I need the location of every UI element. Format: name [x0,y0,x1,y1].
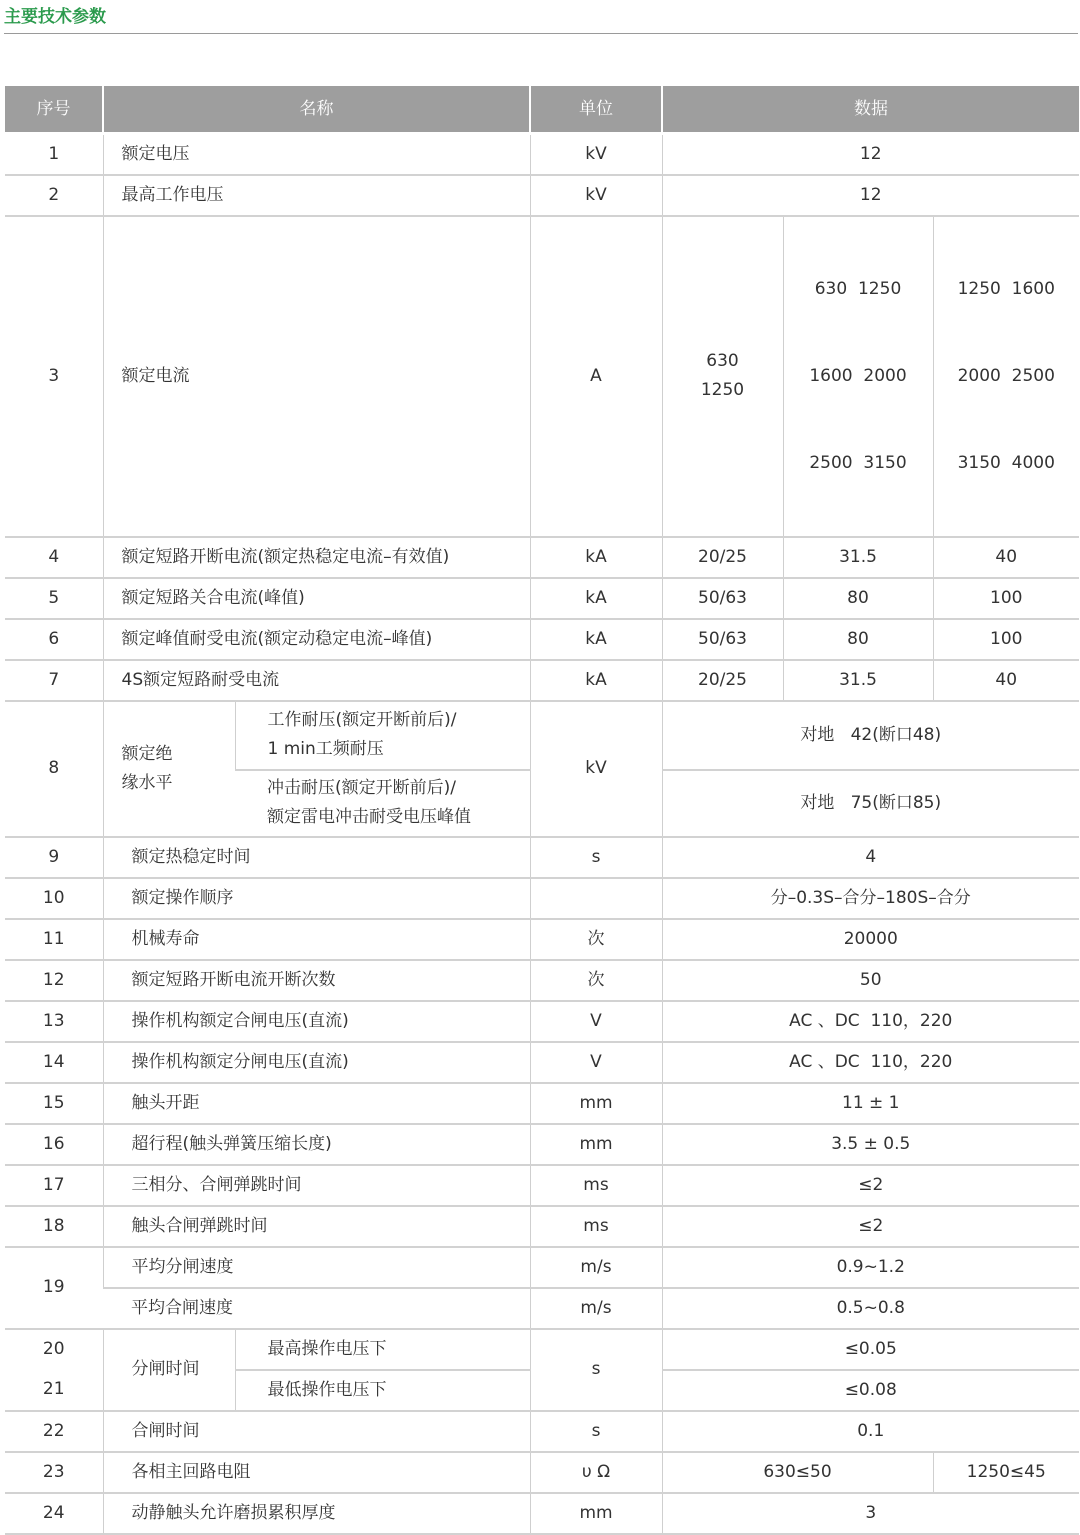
table-row [5,660,1079,701]
row-value: 分–0.3S–合分–180S–合分 [662,878,1079,919]
row-subname-line: 额定雷电冲击耐受电压峰值 [267,807,471,827]
row-value: AC 、DC 110，220 [662,1042,1079,1083]
row-name: 触头开距 [103,1083,530,1124]
row-name: 额定峰值耐受电流(额定动稳定电流–峰值) [103,619,530,660]
row-subname-line: 1 min工频耐压 [267,739,384,759]
row-name: 各相主回路电阻 [103,1452,530,1493]
row-value: 80 [783,619,933,660]
row-value: 100 [933,619,1079,660]
row-name: 平均合闸速度 [103,1288,530,1329]
row-name: 三相分、合闸弹跳时间 [103,1165,530,1206]
row-no: 13 [5,1001,103,1042]
row-no: 16 [5,1124,103,1165]
row-name: 触头合闸弹跳时间 [103,1206,530,1247]
row-value: 40 [933,660,1079,701]
row-no: 14 [5,1042,103,1083]
row-unit: kA [530,578,662,619]
row-value: 0.1 [662,1411,1079,1452]
row-unit: υ Ω [530,1452,662,1493]
row-value: 50 [662,960,1079,1001]
row-no: 23 [5,1452,103,1493]
row-name: 额定电压 [103,134,530,175]
row-value: 20/25 [662,660,783,701]
table-row [5,1083,1079,1124]
row-no: 20 [42,1339,65,1359]
row-unit: kV [530,701,662,837]
table-row [5,578,1079,619]
row-value: 12 [662,175,1079,216]
row-value-group-1 [662,216,783,537]
row-no: 17 [5,1165,103,1206]
row-unit: mm [530,1083,662,1124]
row-name-line: 缘水平 [121,772,173,793]
row-name: 操作机构额定分闸电压(直流) [103,1042,530,1083]
row-name: 额定短路关合电流(峰值) [103,578,530,619]
row-value: 20000 [662,919,1079,960]
row-no: 15 [5,1083,103,1124]
row-value: 对地 42(断口48) [662,701,1079,770]
row-subname-line: 冲击耐压(额定开断前后)/ [267,778,456,798]
spec-table [5,86,1079,1535]
row-name-line: 额定绝 [121,743,173,764]
row-unit: 次 [530,960,662,1001]
row-name: 最高工作电压 [103,175,530,216]
value-line: 2000 2500 [957,365,1055,386]
row-name: 额定热稳定时间 [103,837,530,878]
row-no: 21 [5,1370,103,1411]
row-value: ≤0.08 [662,1370,1079,1411]
row-unit: kA [530,619,662,660]
col-header-data: 数据 [662,86,1079,134]
row-no: 12 [5,960,103,1001]
table-row [5,1042,1079,1083]
table-row [5,1124,1079,1165]
row-value: 40 [933,537,1079,578]
table-row [5,619,1079,660]
table-row [5,134,1079,175]
value-line: 3150 4000 [957,452,1055,473]
row-no: 7 [5,660,103,701]
row-name: 分闸时间 [103,1329,235,1411]
table-row [5,1165,1079,1206]
row-value: 100 [933,578,1079,619]
row-value: AC 、DC 110，220 [662,1001,1079,1042]
row-unit [530,878,662,919]
row-no: 24 [5,1493,103,1534]
row-unit: ms [530,1206,662,1247]
row-value: ≤2 [662,1206,1079,1247]
value-line: 1250 1600 [957,278,1055,299]
row-subname-line: 工作耐压(额定开断前后)/ [267,710,457,730]
row-unit: m/s [530,1247,662,1288]
row-value: 11 ± 1 [662,1083,1079,1124]
row-unit: V [530,1001,662,1042]
row-no: 1 [5,134,103,175]
row-value: 0.5~0.8 [662,1288,1079,1329]
row-no: 8 [5,701,103,837]
table-row [5,1288,1079,1329]
row-no: 11 [5,919,103,960]
table-row [5,1329,1079,1370]
row-value: 20/25 [662,537,783,578]
row-unit: s [530,1329,662,1411]
table-row [5,837,1079,878]
col-header-unit: 单位 [530,86,662,134]
row-no: 22 [5,1411,103,1452]
row-value: 31.5 [783,660,933,701]
row-subname: 最高操作电压下 [235,1329,530,1370]
value-line: 1600 2000 [809,365,907,386]
row-no: 5 [5,578,103,619]
value-line: 630 1250 [814,278,902,299]
row-no: 2 [5,175,103,216]
page-title: 主要技术参数 [4,7,106,27]
table-row [5,919,1079,960]
row-no: 6 [5,619,103,660]
row-unit: s [530,1411,662,1452]
title-divider [4,33,1078,34]
table-row [5,175,1079,216]
row-value: 3.5 ± 0.5 [662,1124,1079,1165]
table-row [5,1206,1079,1247]
row-value: 50/63 [662,619,783,660]
table-row [5,960,1079,1001]
row-unit: kV [530,134,662,175]
row-value: ≤2 [662,1165,1079,1206]
value-line: 630 [706,351,739,371]
row-unit: 次 [530,919,662,960]
row-no: 3 [5,216,103,537]
table-row [5,1247,1079,1288]
row-unit: mm [530,1493,662,1534]
row-value: 0.9~1.2 [662,1247,1079,1288]
table-row [5,1452,1079,1493]
table-row [5,701,1079,770]
row-unit: ms [530,1165,662,1206]
table-row [5,216,1079,537]
row-name: 动静触头允许磨损累积厚度 [103,1493,530,1534]
table-row [5,1411,1079,1452]
table-row [5,1493,1079,1534]
row-name: 合闸时间 [103,1411,530,1452]
row-value: 31.5 [783,537,933,578]
row-unit: kA [530,660,662,701]
row-value: 12 [662,134,1079,175]
row-value: 80 [783,578,933,619]
table-row [5,1001,1079,1042]
row-unit: kA [530,537,662,578]
row-name: 额定电流 [103,216,530,537]
row-value: 对地 75(断口85) [662,770,1079,837]
row-no: 19 [5,1247,103,1329]
row-value: 3 [662,1493,1079,1534]
row-value: 630≤50 [662,1452,933,1493]
row-unit: A [530,216,662,537]
row-unit: kV [530,175,662,216]
row-subname: 最低操作电压下 [235,1370,530,1411]
table-row [5,878,1079,919]
value-line: 1250 [700,380,745,400]
row-unit: V [530,1042,662,1083]
row-subname [235,770,530,837]
row-no: 4 [5,537,103,578]
row-no: 18 [5,1206,103,1247]
row-unit: s [530,837,662,878]
row-name: 额定短路开断电流开断次数 [103,960,530,1001]
row-no: 9 [5,837,103,878]
col-header-no: 序号 [5,86,103,134]
row-name: 机械寿命 [103,919,530,960]
row-value: ≤0.05 [662,1329,1079,1370]
table-header-row [5,86,1079,134]
value-line: 2500 3150 [809,452,907,473]
row-name: 4S额定短路耐受电流 [103,660,530,701]
row-name [103,701,235,837]
row-value: 1250≤45 [933,1452,1079,1493]
row-name: 平均分闸速度 [103,1247,530,1288]
row-name: 额定操作顺序 [103,878,530,919]
row-value-group-2 [783,216,933,537]
col-header-name: 名称 [103,86,530,134]
row-value: 50/63 [662,578,783,619]
row-value-group-3 [933,216,1079,537]
row-unit: m/s [530,1288,662,1329]
row-value: 4 [662,837,1079,878]
row-name: 操作机构额定合闸电压(直流) [103,1001,530,1042]
row-name: 超行程(触头弹簧压缩长度) [103,1124,530,1165]
table-row [5,537,1079,578]
row-subname [235,701,530,770]
row-unit: mm [530,1124,662,1165]
row-name: 额定短路开断电流(额定热稳定电流–有效值) [103,537,530,578]
row-no: 10 [5,878,103,919]
